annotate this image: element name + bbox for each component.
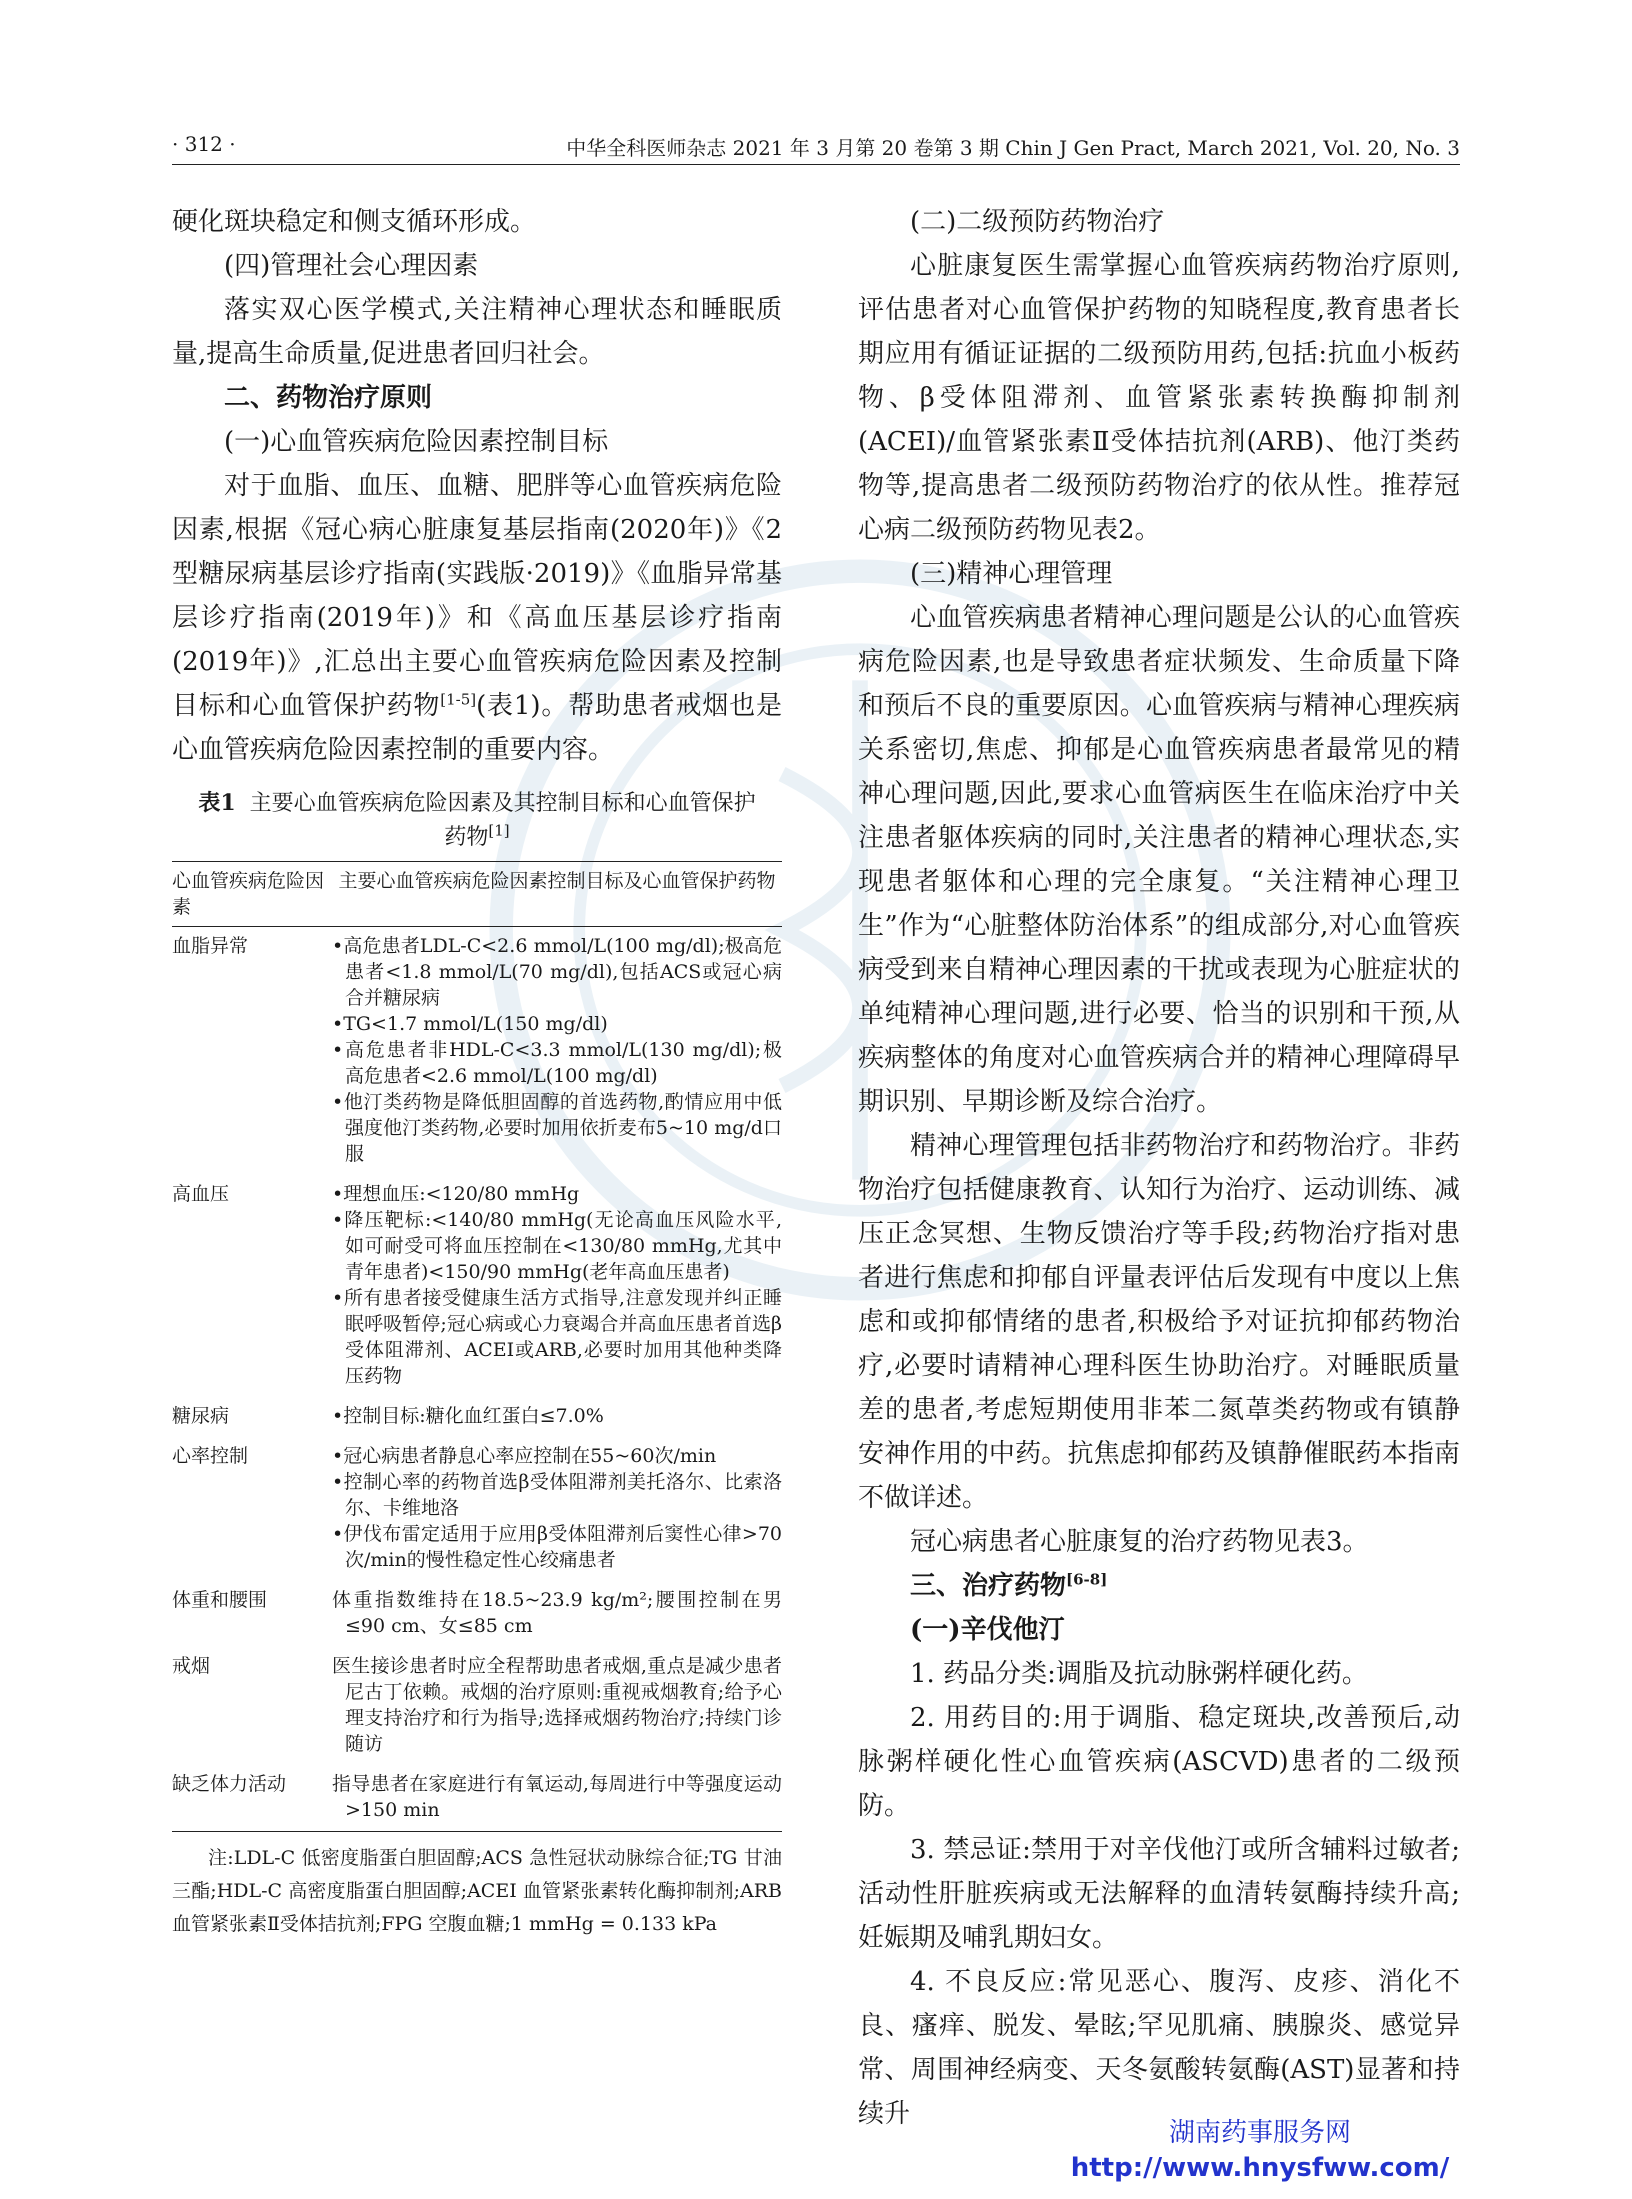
table-item: •降压靶标:<140/80 mmHg(无论高血压风险水平,如可耐受可将血压控制在<130/80 mmHg,尤其中青年患者)<150/90 mmHg(老年高血压患者) [332,1209,782,1283]
journal-citation: 中华全科医师杂志 2021 年 3 月第 20 卷第 3 期 Chin J Gen Pract, March 2021, Vol. 20, No. 3 [566,136,1460,160]
table-item: •所有患者接受健康生活方式指导,注意发现并纠正睡眠呼吸暂停;冠心病或心力衰竭合并高血压患者首选β受体阻滞剂、ACEI或ARB,必要时加用其他种类降压药物 [332,1287,782,1387]
table-row [172,1397,782,1437]
table-cell-factor: 血脂异常 [172,935,249,957]
table-item: 医生接诊患者时应全程帮助患者戒烟,重点是减少患者尼古丁依赖。戒烟的治疗原则:重视戒烟教育;给予心理支持治疗和行为指导;选择戒烟药物治疗;持续门诊随访 [332,1655,782,1755]
list-item: 2. 用药目的:用于调脂、稳定斑块,改善预后,动脉粥样硬化性心血管疾病(ASCVD)患者的二级预防。 [858,1703,1460,1821]
risk-factor-table [172,861,782,1832]
paragraph-text: 对于血脂、血压、血糖、肥胖等心血管疾病危险因素,根据《冠心病心脏康复基层指南(2020年)》《2型糖尿病基层诊疗指南(实践版·2019)》《血脂异常基层诊疗指南(2019年)》和《高血压基层诊疗指南(2019年)》,汇总出主要心血管疾病危险因素及控制目标和心血管保护药物 [172,471,782,721]
table-cell-target [332,1581,782,1647]
table-row [172,1437,782,1581]
table-header-row [172,862,782,927]
table-item: 体重指数维持在18.5~23.9 kg/m²;腰围控制在男≤90 cm、女≤85 cm [332,1589,782,1637]
site-name: 湖南药事服务网 [1168,2118,1351,2148]
page-number: · 312 · [172,132,236,156]
paragraph: 心血管疾病患者精神心理问题是公认的心血管疾病危险因素,也是导致患者症状频发、生命质量下降和预后不良的重要原因。心血管疾病与精神心理疾病关系密切,焦虑、抑郁是心血管疾病患者最常见的精神心理问题,因此,要求心血管病医生在临床治疗中关注患者躯体疾病的同时,关注患者的精神心理状态,实现患者躯体和心理的完全康复。“关注精神心理卫生”作为“心脏整体防治体系”的组成部分,对心血管疾病受到来自精神心理因素的干扰或表现为心脏症状的单纯精神心理问题,进行必要、恰当的识别和干预,从疾病整体的角度对心血管疾病合并的精神心理障碍早期识别、早期诊断及综合治疗。 [858,603,1460,1117]
table-item: 指导患者在家庭进行有氧运动,每周进行中等强度运动>150 min [332,1773,782,1821]
section-heading: (一)心血管疾病危险因素控制目标 [224,427,609,457]
list-item: 1. 药品分类:调脂及抗动脉粥样硬化药。 [910,1659,1368,1689]
table-item: •控制目标:糖化血红蛋白≤7.0% [332,1405,604,1427]
paragraph: 心脏康复医生需掌握心血管疾病药物治疗原则,评估患者对心血管保护药物的知晓程度,教育患者长期应用有循证证据的二级预防用药,包括:抗血小板药物、β受体阻滞剂、血管紧张素转换酶抑制剂(ACEI)/血管紧张素Ⅱ受体拮抗剂(ARB)、他汀类药物等,提高患者二级预防药物治疗的依从性。推荐冠心病二级预防药物见表2。 [858,251,1460,545]
paragraph: 硬化斑块稳定和侧支循环形成。 [172,207,537,237]
table-cell-target [332,1765,782,1832]
table-item: •高危患者非HDL-C<3.3 mmol/L(130 mg/dl);极高危患者<2.6 mmol/L(100 mg/dl) [332,1039,782,1087]
section-heading [858,1564,1460,1608]
section-heading: 二、药物治疗原则 [224,383,433,413]
table-header-cell: 主要心血管疾病危险因素控制目标及心血管保护药物 [338,870,776,892]
table-cell-target [332,1175,782,1397]
table-cell-factor: 缺乏体力活动 [172,1773,287,1795]
table-cell-factor: 心率控制 [172,1445,249,1467]
table-cell-factor: 糖尿病 [172,1405,230,1427]
list-item: 3. 禁忌证:禁用于对辛伐他汀或所含辅料过敏者;活动性肝脏疾病或无法解释的血清转氨酶持续升高;妊娠期及哺乳期妇女。 [858,1835,1460,1953]
table-item: •冠心病患者静息心率应控制在55~60次/min [332,1445,717,1467]
section-heading: (一)辛伐他汀 [910,1615,1065,1645]
paragraph-text: (表1)。帮助患者戒烟也是心血管疾病危险因素控制的重要内容。 [172,691,782,765]
table-row [172,1647,782,1765]
table-item: •伊伐布雷定适用于应用β受体阻滞剂后窦性心律>70次/min的慢性稳定性心绞痛患者 [332,1523,782,1571]
paragraph: 冠心病患者心脏康复的治疗药物见表3。 [910,1527,1369,1557]
citation-ref: [1] [488,821,510,840]
running-header [172,128,1460,165]
list-item: 4. 不良反应:常见恶心、腹泻、皮疹、消化不良、瘙痒、脱发、晕眩;罕见肌痛、胰腺炎、感觉异常、周围神经病变、天冬氨酸转氨酶(AST)显著和持续升 [858,1967,1460,2129]
table-row [172,1581,782,1647]
citation-ref: [1-5] [440,690,477,709]
table-item: •理想血压:<120/80 mmHg [332,1183,580,1205]
table-row [172,1765,782,1832]
table-row [172,927,782,1176]
left-column [172,200,782,1941]
table-caption [172,786,782,855]
table-item: •控制心率的药物首选β受体阻滞剂美托洛尔、比索洛尔、卡维地洛 [332,1471,782,1519]
table-header-cell: 心血管疾病危险因素 [172,870,325,918]
table-cell-factor: 戒烟 [172,1655,211,1677]
section-heading-text: 三、治疗药物 [910,1571,1067,1601]
table-label: 表1 [198,790,236,816]
table-cell-target [332,1397,782,1437]
paragraph: 精神心理管理包括非药物治疗和药物治疗。非药物治疗包括健康教育、认知行为治疗、运动训练、减压正念冥想、生物反馈治疗等手段;药物治疗指对患者进行焦虑和抑郁自评量表评估后发现有中度以上焦虑和或抑郁情绪的患者,积极给予对证抗抑郁药物治疗,必要时请精神心理科医生协助治疗。对睡眠质量差的患者,考虑短期使用非苯二氮䓬类药物或有镇静安神作用的中药。抗焦虑抑郁药及镇静催眠药本指南不做详述。 [858,1131,1460,1513]
site-watermark [1010,2115,1510,2185]
section-heading: (三)精神心理管理 [910,559,1113,589]
table-caption-text: 主要心血管疾病危险因素及其控制目标和心血管保护药物 [249,791,756,850]
paragraph: 落实双心医学模式,关注精神心理状态和睡眠质量,提高生命质量,促进患者回归社会。 [172,295,782,369]
section-heading: (四)管理社会心理因素 [224,251,479,281]
table-item: •他汀类药物是降低胆固醇的首选药物,酌情应用中低强度他汀类药物,必要时加用依折麦布5~10 mg/d口服 [332,1091,782,1165]
table-cell-target [332,1437,782,1581]
section-heading: (二)二级预防药物治疗 [910,207,1165,237]
paragraph [172,464,782,772]
right-column [858,200,1460,2136]
table-item: •高危患者LDL-C<2.6 mmol/L(100 mg/dl);极高危患者<1.8 mmol/L(70 mg/dl),包括ACS或冠心病合并糖尿病 [332,935,782,1009]
table-note: 注:LDL-C 低密度脂蛋白胆固醇;ACS 急性冠状动脉综合征;TG 甘油三酯;HDL-C 高密度脂蛋白胆固醇;ACEI 血管紧张素转化酶抑制剂;ARB 血管紧张素Ⅱ受体拮抗剂;FPG 空腹血糖;1 mmHg = 0.133 kPa [172,1847,782,1935]
table-cell-target [332,1647,782,1765]
table-item: •TG<1.7 mmol/L(150 mg/dl) [332,1013,608,1035]
citation-ref: [6-8] [1066,1570,1108,1589]
site-url[interactable]: http://www.hnysfww.com/ [1070,2153,1450,2183]
table-cell-target [332,927,782,1176]
table-cell-factor: 高血压 [172,1183,230,1205]
table-row [172,1175,782,1397]
table-cell-factor: 体重和腰围 [172,1589,268,1611]
